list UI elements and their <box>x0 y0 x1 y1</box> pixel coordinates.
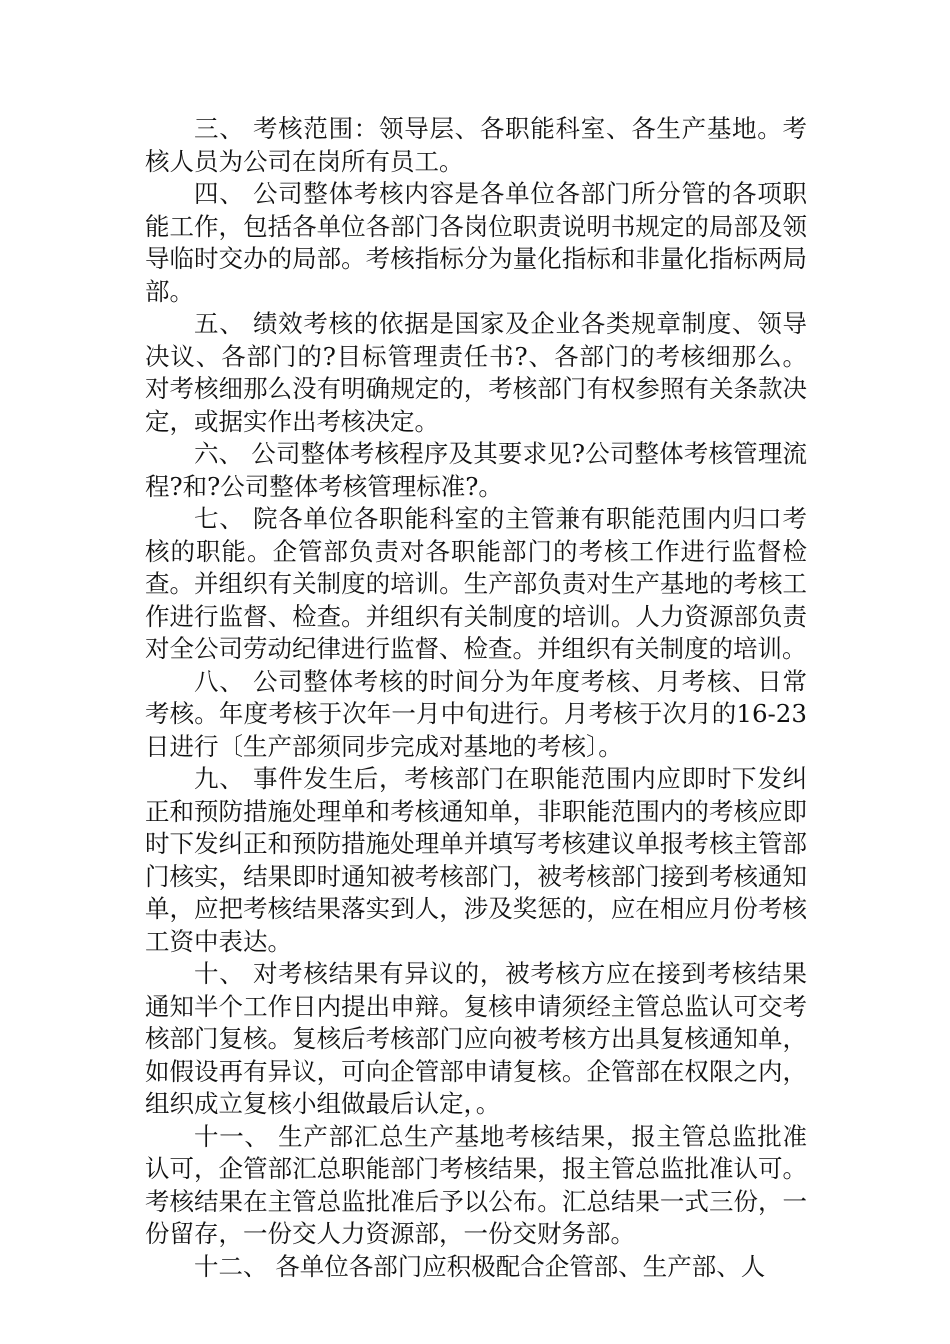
paragraph-4: 四、 公司整体考核内容是各单位各部门所分管的各项职能工作，包括各单位各部门各岗位职责说明书规定的局部及领导临时交办的局部。考核指标分为量化指标和非量化指标两局部。 <box>145 179 807 306</box>
paragraph-6: 六、 公司整体考核程序及其要求见?公司整体考核管理流程?和?公司整体考核管理标准?。 <box>145 439 807 501</box>
paragraph-11: 十一、 生产部汇总生产基地考核结果，报主管总监批准认可，企管部汇总职能部门考核结果，报主管总监批准认可。考核结果在主管总监批准后予以公布。汇总结果一式三份，一份留存，一份交人力资源部，一份交财务部。 <box>145 1121 807 1248</box>
paragraph-7: 七、 院各单位各职能科室的主管兼有职能范围内归口考核的职能。企管部负责对各职能部门的考核工作进行监督检查。并组织有关制度的培训。生产部负责对生产基地的考核工作进行监督、检查。并组织有关制度的培训。人力资源部负责对全公司劳动纪律进行监督、检查。并组织有关制度的培训。 <box>145 504 807 663</box>
paragraph-10: 十、 对考核结果有异议的，被考核方应在接到考核结果通知半个工作日内提出申辩。复核申请须经主管总监认可交考核部门复核。复核后考核部门应向被考核方出具复核通知单，如假设再有异议，可向企管部申请复核。企管部在权限之内，组织成立复核小组做最后认定，。 <box>145 959 807 1118</box>
paragraph-3: 三、 考核范围：领导层、各职能科室、各生产基地。考核人员为公司在岗所有员工。 <box>145 114 807 176</box>
document-page <box>145 113 807 1283</box>
paragraph-8: 八、 公司整体考核的时间分为年度考核、月考核、日常考核。年度考核于次年一月中旬进行。月考核于次月的16-23日进行〔生产部须同步完成对基地的考核〕。 <box>145 666 807 761</box>
paragraph-5: 五、 绩效考核的依据是国家及企业各类规章制度、领导决议、各部门的?目标管理责任书?、各部门的考核细那么。对考核细那么没有明确规定的，考核部门有权参照有关条款决定，或据实作出考核决定。 <box>145 309 807 436</box>
paragraph-12: 十二、 各单位各部门应积极配合企管部、生产部、人 <box>194 1251 766 1281</box>
paragraph-9: 九、 事件发生后，考核部门在职能范围内应即时下发纠正和预防措施处理单和考核通知单，非职能范围内的考核应即时下发纠正和预防措施处理单并填写考核建议单报考核主管部门核实，结果即时通知被考核部门，被考核部门接到考核通知单，应把考核结果落实到人，涉及奖惩的，应在相应月份考核工资中表达。 <box>145 764 807 956</box>
